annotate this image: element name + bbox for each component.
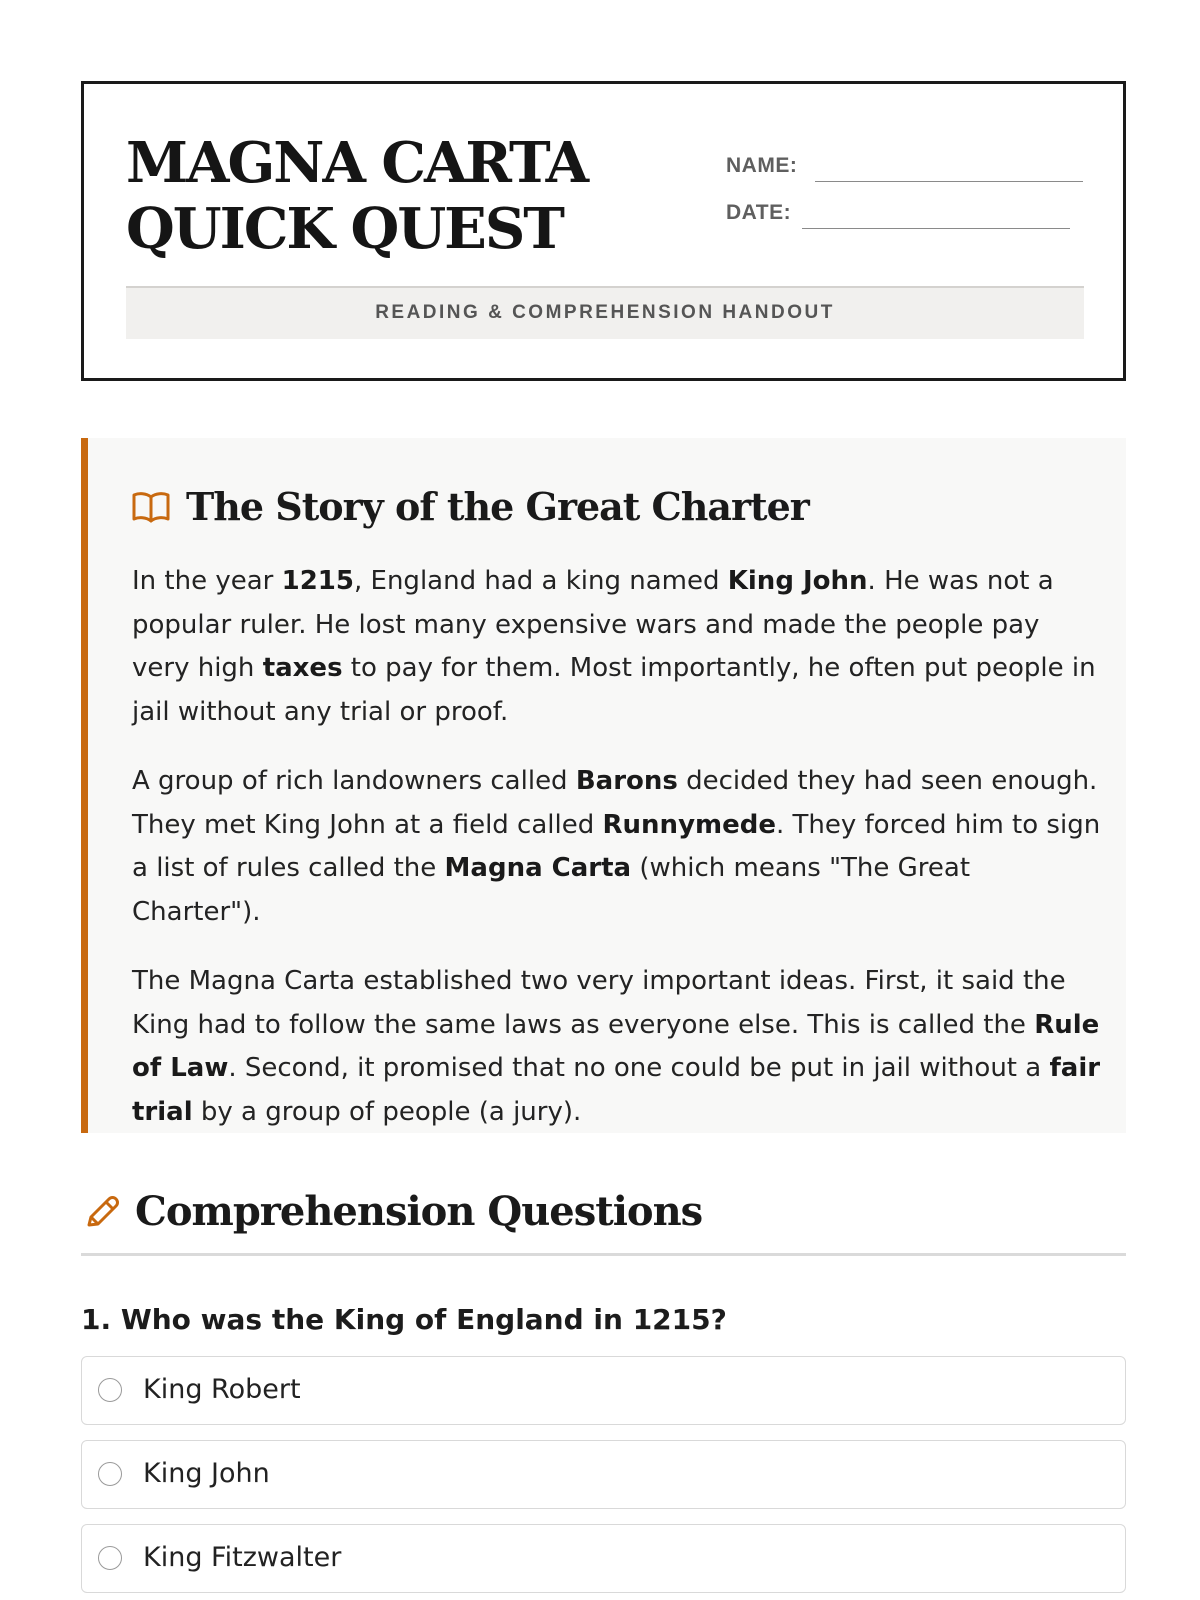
story-paragraph-3 [132,960,1102,1134]
key-term: King John [727,566,868,596]
radio-button[interactable] [98,1378,122,1402]
text-run: by a group of people (a jury). [192,1096,582,1127]
handout-subtitle: READING & COMPREHENSION HANDOUT [126,286,1084,339]
key-term: Rule of Law [132,1009,1100,1083]
date-field[interactable] [726,201,1166,231]
answer-option-king-john[interactable] [81,1440,1126,1509]
header-box [81,81,1126,381]
key-term: taxes [262,653,343,683]
text-run: In the year [132,566,282,596]
text-run: (which means "The Great Charter"). [132,853,971,927]
radio-button[interactable] [98,1462,122,1486]
key-term: Runnymede [602,809,776,840]
text-run: . He was not a popular ruler. He lost many expensive wars and made the people pay very high [132,566,1054,683]
open-book-icon [132,490,170,524]
text-run: to pay for them. Most importantly, he often put people in jail without any trial or proof. [132,653,1096,727]
name-blank-line[interactable] [815,181,1083,182]
key-term: Barons [575,766,678,796]
questions-heading [81,1185,1126,1239]
story-section [81,438,1126,1133]
text-run: . They forced him to sign a list of rules called the [132,809,1101,883]
answer-option-king-fitzwalter[interactable] [81,1524,1126,1593]
name-field[interactable] [726,154,1166,184]
option-label: King John [143,1458,270,1489]
name-label: NAME: [726,154,798,177]
text-run: , England had a king named [354,566,728,596]
questions-title: Comprehension Questions [135,1188,703,1235]
question-1-text: 1. Who was the King of England in 1215? [81,1303,727,1336]
story-paragraph-2 [132,760,1102,934]
radio-button[interactable] [98,1546,122,1570]
worksheet-title [126,130,587,262]
title-line-1: MAGNA CARTA [126,130,588,196]
key-term: fair trial [132,1053,1101,1127]
section-divider [81,1253,1126,1256]
option-label: King Fitzwalter [143,1542,342,1573]
date-label: DATE: [726,201,792,224]
title-line-2: QUICK QUEST [126,196,563,262]
answer-option-king-robert[interactable] [81,1356,1126,1425]
date-blank-line[interactable] [802,228,1070,229]
story-text [132,560,1102,1160]
key-term: 1215 [281,566,354,596]
text-run: . Second, it promised that no one could be put in jail without a [228,1053,1050,1083]
text-run: decided they had seen enough. They met King John at a field called [132,766,1098,840]
text-run: The Magna Carta established two very important ideas. First, it said the King had to follow the same laws as everyone else. This is called the [132,966,1066,1040]
story-title: The Story of the Great Charter [186,484,809,529]
option-label: King Robert [143,1374,301,1405]
story-paragraph-1 [132,560,1102,734]
text-run: A group of rich landowners called [132,766,576,796]
key-term: Magna Carta [444,853,632,883]
pencil-icon [81,1193,121,1233]
